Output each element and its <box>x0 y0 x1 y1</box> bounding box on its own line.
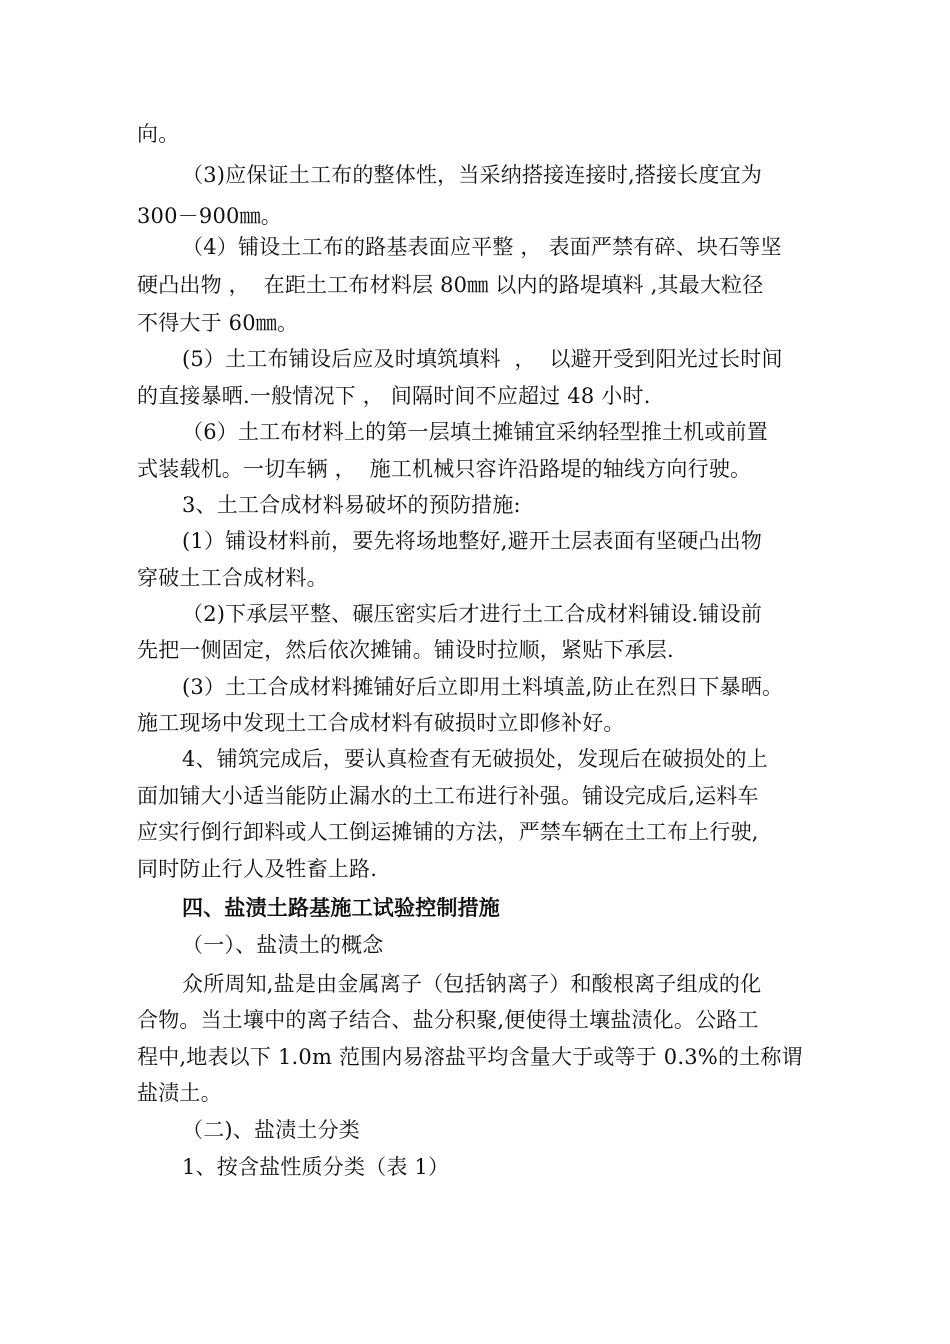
text-line: 300－900㎜。 <box>137 204 282 228</box>
text-line: 盐渍土。 <box>137 1081 222 1105</box>
text-line: 3、土工合成材料易破坏的预防措施: <box>182 493 521 517</box>
text-line: 的直接暴晒.一般情况下 ， 间隔时间不应超过 48 小时. <box>137 384 651 408</box>
text-line: （2)下承层平整、碾压密实后才进行土工合成材料铺设.铺设前 <box>182 602 763 626</box>
text-line: 式装载机。一切车辆 ， 施工机械只容许沿路堤的轴线方向行驶。 <box>137 457 752 481</box>
text-line: （4）铺设土工布的路基表面应平整 ， 表面严禁有碎、块石等坚 <box>182 235 782 259</box>
subsection-heading: （一）、盐渍土的概念 <box>182 933 384 957</box>
text-line: 1、按含盐性质分类（表 1） <box>182 1155 450 1179</box>
text-line: 程中,地表以下 1.0m 范围内易溶盐平均含量大于或等于 0.3%的土称谓 <box>137 1045 803 1069</box>
text-line: 穿破土工合成材料。 <box>137 566 328 590</box>
text-line: (5）土工布铺设后应及时填筑填料 ， 以避开受到阳光过长时间 <box>182 347 783 371</box>
text-line: 4、铺筑完成后，要认真检查有无破损处，发现后在破损处的上 <box>182 747 768 771</box>
text-line: (1）铺设材料前，要先将场地整好,避开土层表面有坚硬凸出物 <box>182 529 763 553</box>
text-line: 应实行倒行卸料或人工倒运摊铺的方法，严禁车辆在土工布上行驶, <box>137 820 759 844</box>
text-line: 向。 <box>137 122 180 146</box>
text-line: 面加铺大小适当能防止漏水的土工布进行补强。铺设完成后,运料车 <box>137 784 759 808</box>
text-line: 合物。当土壤中的离子结合、盐分积聚,便使得土壤盐渍化。公路工 <box>137 1008 759 1032</box>
text-line: 同时防止行人及牲畜上路. <box>137 857 378 881</box>
text-line: 众所周知,盐是由金属离子（包括钠离子）和酸根离子组成的化 <box>182 972 762 996</box>
section-heading: 四、盐渍土路基施工试验控制措施 <box>182 895 500 920</box>
text-line: （6）土工布材料上的第一层填土摊铺宜采纳轻型推土机或前置 <box>182 420 768 444</box>
text-line: 先把一侧固定，然后依次摊铺。铺设时拉顺，紧贴下承层. <box>137 638 674 662</box>
text-line: （3)应保证土工布的整体性，当采纳搭接连接时,搭接长度宜为 <box>182 163 763 187</box>
text-line: 不得大于 60㎜。 <box>137 311 299 335</box>
text-line: 施工现场中发现土工合成材料有破损时立即修补好。 <box>137 711 625 735</box>
subsection-heading: （二)、盐渍土分类 <box>182 1118 360 1142</box>
text-line: (3）土工合成材料摊铺好后立即用土料填盖,防止在烈日下暴晒。 <box>182 675 784 699</box>
text-line: 硬凸出物 ， 在距土工布材料层 80㎜ 以内的路堤填料 ,其最大粒径 <box>137 273 764 297</box>
